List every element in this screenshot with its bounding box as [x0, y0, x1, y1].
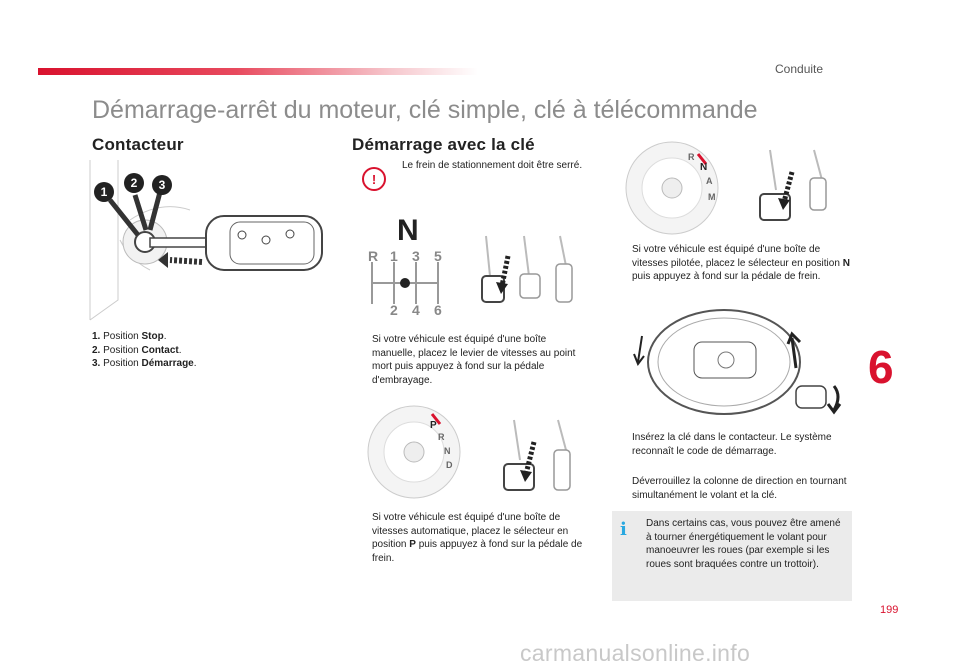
selector-label: D — [446, 460, 453, 470]
heading-demarrage: Démarrage avec la clé — [352, 135, 535, 154]
key-positions-list — [92, 330, 292, 371]
pedals-automatic-illustration — [474, 420, 584, 500]
info-icon: i — [620, 519, 627, 540]
callout-2: 2 — [124, 173, 144, 193]
gear-label: 4 — [412, 302, 420, 318]
selector-label: R — [438, 432, 445, 442]
chapter-number: 6 — [868, 341, 894, 393]
pedals-manual-illustration — [474, 236, 584, 316]
list-item: 3. Position Démarrage. — [92, 358, 197, 369]
insert-key-text: Insérez la clé dans le contacteur. Le système reconnaît le code de démarrage. — [632, 432, 832, 457]
gear-label: 1 — [390, 248, 398, 264]
info-text: Dans certains cas, vous pouvez être amené à tourner énergétiquement le volant pour manoeuvrer les roues (par exemple si les roues sont braquées contre un trottoir). — [646, 518, 841, 570]
selector-label: R — [688, 152, 695, 162]
piloted-gearbox-text: Si votre véhicule est équipé d'une boîte de vitesses pilotée, placez le sélecteur en position N puis appuyez à fond sur la pédale de frein. — [632, 244, 850, 282]
selector-label: N — [444, 446, 451, 456]
warning-text: Le frein de stationnement doit être serré. — [402, 160, 583, 171]
selector-label: N — [700, 162, 708, 173]
heading-contacteur: Contacteur — [92, 135, 184, 154]
selector-label: P — [430, 420, 437, 431]
list-item: 2. Position Contact. — [92, 344, 182, 356]
watermark: carmanualsonline.info — [520, 640, 751, 666]
warning-icon: ! — [362, 167, 386, 191]
header-accent-bar — [38, 68, 478, 75]
manual-gearbox-text: Si votre véhicule est équipé d'une boîte manuelle, placez le levier de vitesses au point mort puis appuyez à fond sur la pédale d'embrayage. — [372, 334, 576, 386]
automatic-gearbox-text: Si votre véhicule est équipé d'une boîte de vitesses automatique, placez le sélecteur en position P puis appuyez à fond sur la pédale de frein. — [372, 512, 583, 564]
callout-3: 3 — [152, 175, 172, 195]
selector-label: M — [708, 192, 716, 202]
list-item: 1. Position Stop. — [92, 331, 167, 342]
page-title: Démarrage-arrêt du moteur, clé simple, clé à télécommande — [92, 96, 758, 124]
gear-label: 3 — [412, 248, 420, 264]
section-label: Conduite — [775, 62, 824, 76]
info-box — [612, 511, 852, 601]
pedals-piloted-illustration — [740, 150, 840, 230]
callout-1: 1 — [94, 182, 114, 202]
page-number: 199 — [880, 604, 899, 616]
gear-label: 5 — [434, 248, 442, 264]
selector-label: A — [706, 176, 713, 186]
gear-label: R — [368, 248, 379, 264]
unlock-steering-text: Déverrouillez la colonne de direction en tournant simultanément le volant et la clé. — [632, 476, 847, 501]
steering-wheel-illustration — [628, 314, 848, 424]
gear-label: 2 — [390, 302, 398, 318]
gear-neutral-label: N — [397, 214, 419, 247]
gear-label: 6 — [434, 302, 442, 318]
